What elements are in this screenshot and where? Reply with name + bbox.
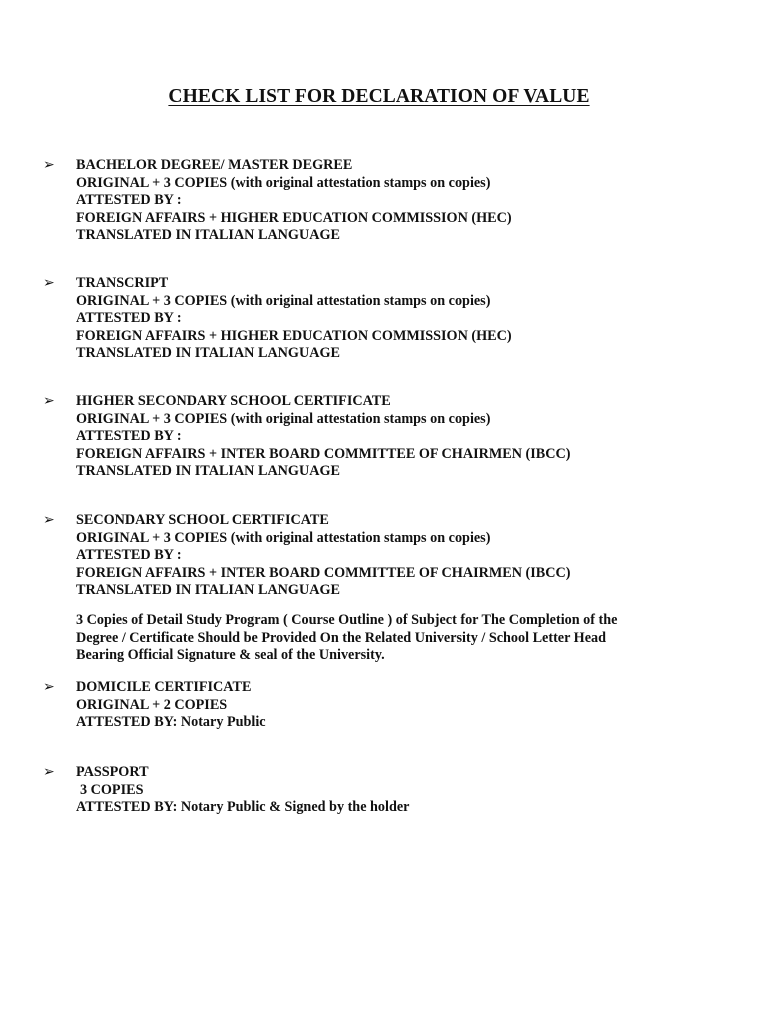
arrow-bullet-icon: ➢ [43, 512, 55, 528]
checklist-item-transcript [43, 275, 736, 363]
item-heading: DOMICILE CERTIFICATE [76, 679, 252, 695]
item-translation: TRANSLATED IN ITALIAN LANGUAGE [76, 582, 340, 598]
item-attested-by: FOREIGN AFFAIRS + INTER BOARD COMMITTEE OF CHAIRMEN (IBCC) [76, 445, 571, 462]
item-attested-by: FOREIGN AFFAIRS + INTER BOARD COMMITTEE OF CHAIRMEN (IBCC) [76, 564, 571, 581]
arrow-bullet-icon: ➢ [43, 157, 55, 173]
checklist-item-passport [43, 764, 736, 817]
arrow-bullet-icon: ➢ [43, 679, 55, 695]
item-attested-label: ATTESTED BY : [76, 428, 182, 444]
item-attested-label: ATTESTED BY : [76, 310, 182, 326]
arrow-bullet-icon: ➢ [43, 275, 55, 291]
checklist-item-hssc [43, 393, 736, 481]
page-title: CHECK LIST FOR DECLARATION OF VALUE [168, 86, 590, 107]
note-line: Degree / Certificate Should be Provided On the Related University / School Letter Head [76, 629, 606, 646]
item-translation: TRANSLATED IN ITALIAN LANGUAGE [76, 227, 340, 243]
arrow-bullet-icon: ➢ [43, 393, 55, 409]
item-heading: PASSPORT [76, 764, 149, 780]
item-copies: ORIGINAL + 3 COPIES (with original attestation stamps on copies) [76, 292, 491, 309]
item-attested-by: FOREIGN AFFAIRS + HIGHER EDUCATION COMMISSION (HEC) [76, 327, 512, 344]
checklist-item-degree [43, 157, 736, 245]
item-copies: ORIGINAL + 3 COPIES (with original attestation stamps on copies) [76, 174, 491, 191]
arrow-bullet-icon: ➢ [43, 764, 55, 780]
item-heading: SECONDARY SCHOOL CERTIFICATE [76, 512, 329, 528]
item-copies: ORIGINAL + 3 COPIES (with original attestation stamps on copies) [76, 529, 491, 546]
item-attested-label: ATTESTED BY : [76, 192, 182, 208]
checklist-item-domicile [43, 679, 736, 732]
item-heading: TRANSCRIPT [76, 275, 169, 291]
item-copies: ORIGINAL + 3 COPIES (with original attestation stamps on copies) [76, 410, 491, 427]
item-attested-label: ATTESTED BY : [76, 547, 182, 563]
study-program-note [76, 612, 676, 665]
note-line: Bearing Official Signature & seal of the University. [76, 647, 385, 664]
item-translation: TRANSLATED IN ITALIAN LANGUAGE [76, 463, 340, 479]
item-attested-by: FOREIGN AFFAIRS + HIGHER EDUCATION COMMISSION (HEC) [76, 209, 512, 226]
item-copies: ORIGINAL + 2 COPIES [76, 696, 228, 713]
item-attested-label: ATTESTED BY: Notary Public & Signed by the holder [76, 799, 410, 815]
item-attested-label: ATTESTED BY: Notary Public [76, 714, 266, 730]
item-copies: 3 COPIES [80, 781, 144, 798]
note-line: 3 Copies of Detail Study Program ( Course Outline ) of Subject for The Completion of the [76, 612, 618, 628]
item-heading: HIGHER SECONDARY SCHOOL CERTIFICATE [76, 393, 391, 409]
checklist-item-ssc [43, 512, 736, 600]
item-heading: BACHELOR DEGREE/ MASTER DEGREE [76, 157, 353, 173]
item-translation: TRANSLATED IN ITALIAN LANGUAGE [76, 345, 340, 361]
